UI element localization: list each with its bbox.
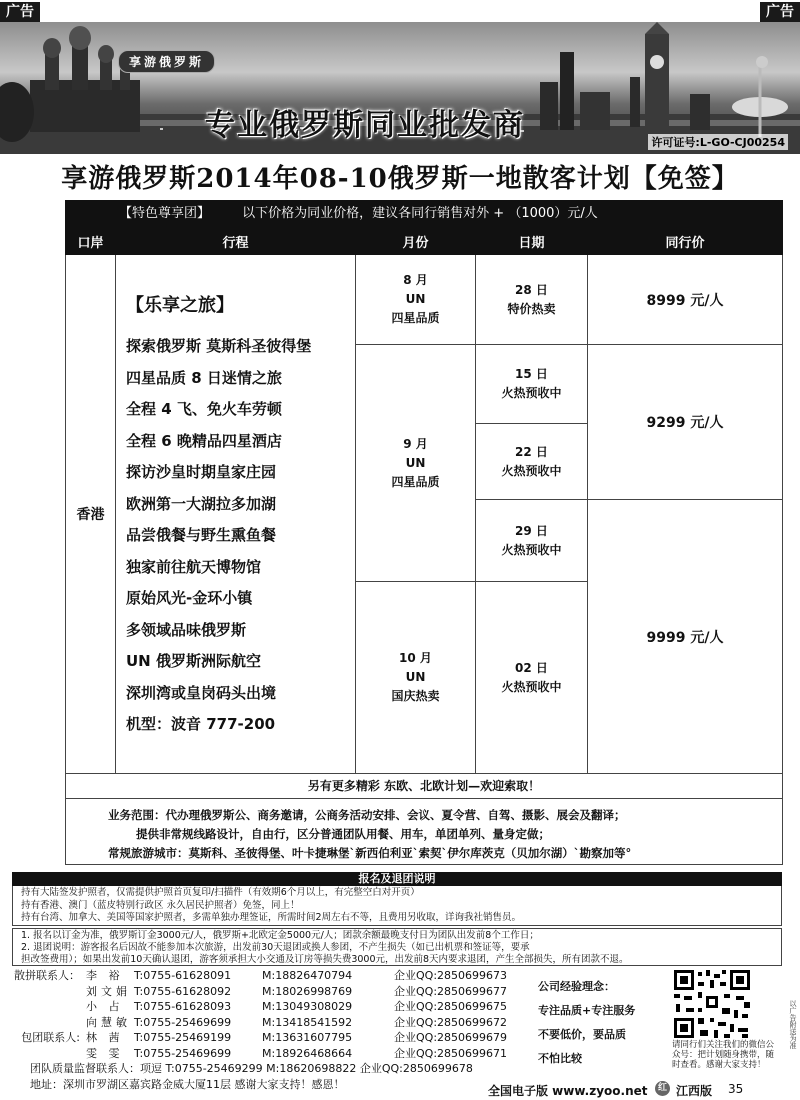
company-address: 地址：深圳市罗湖区嘉宾路金威大厦11层 感谢大家支持！感恩！ [30, 1077, 345, 1091]
contact-role [12, 984, 80, 1000]
qr-code-caption: 请同行们关注我们的微信公众号：把计划随身携带，随时查看。感谢大家支持！ [672, 1040, 775, 1070]
month-note: 四星品质 [391, 311, 440, 325]
visa-line: 持有大陆签发护照者，仅需提供护照首页复印/扫描件（有效期6个月以上，有完整空白对开页） [21, 887, 420, 898]
contact-row [12, 999, 530, 1015]
month-cell [356, 255, 476, 345]
contact-tel[interactable]: T:0755-61628092 [134, 984, 232, 998]
route-title: 【乐享之旅】 [126, 295, 234, 316]
license-number: 许可证号:L-GO-CJ00254 [648, 134, 788, 150]
date-day: 29 日 [515, 523, 548, 538]
more-plans-note: 另有更多精彩 东欧、北欧计划—欢迎索取！ [65, 773, 783, 799]
date-status: 特价热卖 [507, 301, 556, 316]
visa-info [12, 886, 782, 926]
route-line: 欧洲第一大湖拉多加湖 [126, 494, 277, 513]
philosophy-line: 不要低价，要品质 [538, 1028, 626, 1041]
col-header-port: 口岸 [66, 229, 116, 255]
col-header-price: 同行价 [588, 229, 783, 255]
month-note: 四星品质 [391, 474, 440, 489]
price-cell: 8999 元/人 [588, 255, 783, 345]
contact-tel[interactable]: T:0755-25469699 [134, 1046, 232, 1060]
visa-heading: 报名及退团说明 [12, 872, 782, 886]
page-title: 享游俄罗斯2014年08-10俄罗斯一地散客计划【免签】 [61, 164, 739, 194]
price-note [65, 200, 783, 228]
contact-qq[interactable]: 企业QQ:2850699679 [394, 1031, 508, 1044]
contact-name: 小 占 [86, 1000, 124, 1013]
date-cell [476, 582, 588, 774]
footer-website[interactable]: 全国电子版 www.zyoo.net [488, 1084, 648, 1098]
business-scope [65, 799, 783, 865]
route-cell [116, 255, 356, 774]
contact-qq[interactable]: 企业QQ:2850699672 [394, 1015, 508, 1029]
contact-role: 包团联系人: [21, 1031, 80, 1044]
page-number: 35 [728, 1082, 744, 1096]
contact-mobile[interactable]: M:18826470794 [262, 969, 353, 982]
contact-mobile[interactable]: M:13418541592 [262, 1015, 353, 1029]
airline-code: UN [405, 292, 426, 306]
route-line: 多领域品味俄罗斯 [126, 620, 247, 639]
date-cell [476, 424, 588, 500]
contact-row [12, 1046, 530, 1062]
route-line: 全程 4 飞、免火车劳顿 [126, 400, 282, 418]
contact-row [12, 984, 530, 1000]
table-header-row [66, 229, 783, 255]
side-note: 以广告附送为准 [789, 1000, 797, 1049]
business-line: 业务范围：代办理俄罗斯公、商务邀请，公商务活动安排、会议、夏令营、自驾、摄影、展会及翻译； [108, 808, 626, 822]
terms-line: 1. 报名以订金为准，俄罗斯订金3000元/人，俄罗斯+北欧定金5000元/人；团款余额最晚支付日为团队出发前8个工作日； [21, 930, 539, 941]
schedule-table [65, 228, 783, 774]
contact-role [12, 1015, 80, 1031]
col-header-month: 月份 [356, 229, 476, 255]
airline-code: UN [405, 670, 426, 684]
refund-terms [12, 928, 782, 966]
contact-mobile[interactable]: M:13631607795 [262, 1031, 353, 1044]
contact-tel[interactable]: T:0755-61628093 [134, 1000, 232, 1013]
month-cell [356, 345, 476, 582]
route-line: 探访沙皇时期皇家庄园 [126, 463, 277, 481]
route-line: 全程 6 晚精品四星酒店 [126, 431, 282, 450]
contact-mobile[interactable]: M:18026998769 [262, 984, 353, 998]
price-note-text: 以下价格为同业价格，建议各同行销售对外 + （1000）元/人 [242, 206, 598, 221]
visa-line: 持有香港、澳门（蓝皮特别行政区 永久居民护照者）免签，同上！ [21, 899, 300, 911]
contact-tel[interactable]: T:0755-61628091 [134, 969, 232, 982]
date-status: 火热预收中 [501, 679, 562, 694]
price-cell: 9999 元/人 [588, 500, 783, 774]
brand-logo: 享游俄罗斯 [118, 50, 215, 73]
date-day: 22 日 [515, 444, 548, 459]
contact-name: 雯 雯 [86, 1046, 124, 1060]
route-line: 机型：波音 777-200 [126, 715, 276, 733]
terms-line: 2. 退团说明：游客报名后因故不能参加本次旅游，出发前30天退团或换人参团，不产生损失（如已出机票和签证等，要承 [21, 942, 530, 953]
contact-role [12, 1046, 80, 1062]
contact-mobile[interactable]: M:13049308029 [262, 1000, 353, 1013]
table-row [66, 255, 783, 345]
contact-row [12, 968, 530, 984]
contact-name: 向慧敏 [86, 1015, 131, 1029]
contact-name: 李 裕 [86, 969, 124, 982]
month-cell [356, 582, 476, 774]
route-line: UN 俄罗斯洲际航空 [126, 652, 261, 670]
route-line: 深圳湾或皇岗码头出境 [126, 683, 277, 702]
banner-title: 专业俄罗斯同业批发商 [205, 108, 525, 143]
contact-row [12, 1015, 530, 1031]
contact-qq[interactable]: 企业QQ:2850699671 [394, 1046, 508, 1060]
brand-circle-icon: 红 [655, 1081, 670, 1096]
route-line: 独家前往航天博物馆 [126, 557, 262, 576]
contact-name: 刘文娟 [86, 984, 131, 998]
date-cell [476, 500, 588, 582]
philosophy-line: 专注品质+专注服务 [538, 1004, 636, 1017]
date-day: 28 日 [515, 282, 548, 297]
quality-contact: 团队质量监督联系人：项逗 T:0755-25469299 M:18620698822 企业QQ:2850699678 [30, 1062, 473, 1075]
date-day: 02 日 [515, 660, 548, 675]
terms-line: 担改签费用）；如果出发前10天确认退团，游客须承担大小交通及订房等损失费3000元，出发前8天内要求退团，产生全部损失，所有团款不退。 [21, 954, 629, 965]
header-banner [0, 22, 800, 154]
date-day: 15 日 [515, 367, 548, 381]
date-status: 火热预收中 [501, 386, 562, 400]
contact-qq[interactable]: 企业QQ:2850699677 [394, 984, 508, 998]
date-cell [476, 345, 588, 424]
ad-label-left: 广告 [0, 2, 40, 22]
date-status: 火热预收中 [501, 463, 562, 478]
philosophy-title: 公司经验理念： [538, 980, 615, 993]
page-footer [0, 1080, 800, 1100]
contact-mobile[interactable]: M:18926468664 [262, 1046, 353, 1060]
business-line: 提供非常规线路设计，自由行，区分普通团队用餐、用车，单团单列、量身定做； [136, 827, 550, 841]
month-label: 9 月 [403, 436, 428, 451]
price-note-tag: 【特色尊享团】 [119, 206, 211, 221]
price-cell: 9299 元/人 [588, 345, 783, 500]
contact-role: 散拼联系人： [14, 969, 80, 982]
ad-label-right: 广告 [760, 2, 800, 22]
route-line: 原始风光-金环小镇 [126, 589, 253, 607]
route-line: 探索俄罗斯 莫斯科圣彼得堡 [126, 337, 312, 355]
contact-qq[interactable]: 企业QQ:2850699673 [394, 969, 508, 982]
port-cell: 香港 [66, 255, 116, 774]
visa-line: 持有台湾、加拿大、美国等国家护照者，多需单独办理签证，所需时间2周左右不等，且费用另收取，详询我社销售员。 [21, 912, 522, 923]
company-philosophy [538, 975, 662, 1071]
route-line: 品尝俄餐与野生熏鱼餐 [126, 526, 277, 544]
route-line: 四星品质 8 日迷情之旅 [126, 368, 282, 387]
business-line: 常规旅游城市：莫斯科、圣彼得堡、叶卡捷琳堡`新西伯利亚`索契`伊尔库茨克（贝加尔湖）`勘察加等° [108, 846, 632, 860]
date-status: 火热预收中 [501, 542, 562, 557]
col-header-date: 日期 [476, 229, 588, 255]
col-header-route: 行程 [116, 229, 356, 255]
contact-list [12, 968, 530, 1092]
contact-qq[interactable]: 企业QQ:2850699675 [394, 1000, 508, 1013]
month-label: 10 月 [399, 651, 432, 665]
month-label: 8 月 [403, 273, 428, 287]
footer-edition: 江西版 [676, 1084, 713, 1098]
airline-code: UN [405, 455, 426, 470]
philosophy-line: 不怕比较 [538, 1052, 582, 1065]
contact-name: 林 茜 [86, 1031, 124, 1044]
contact-role [12, 999, 80, 1015]
qr-code-icon[interactable] [672, 968, 752, 1040]
contact-tel[interactable]: T:0755-25469199 [134, 1031, 232, 1044]
date-cell [476, 255, 588, 345]
contact-row [12, 1030, 530, 1046]
month-note: 国庆热卖 [391, 689, 440, 703]
contact-tel[interactable]: T:0755-25469699 [134, 1015, 232, 1029]
